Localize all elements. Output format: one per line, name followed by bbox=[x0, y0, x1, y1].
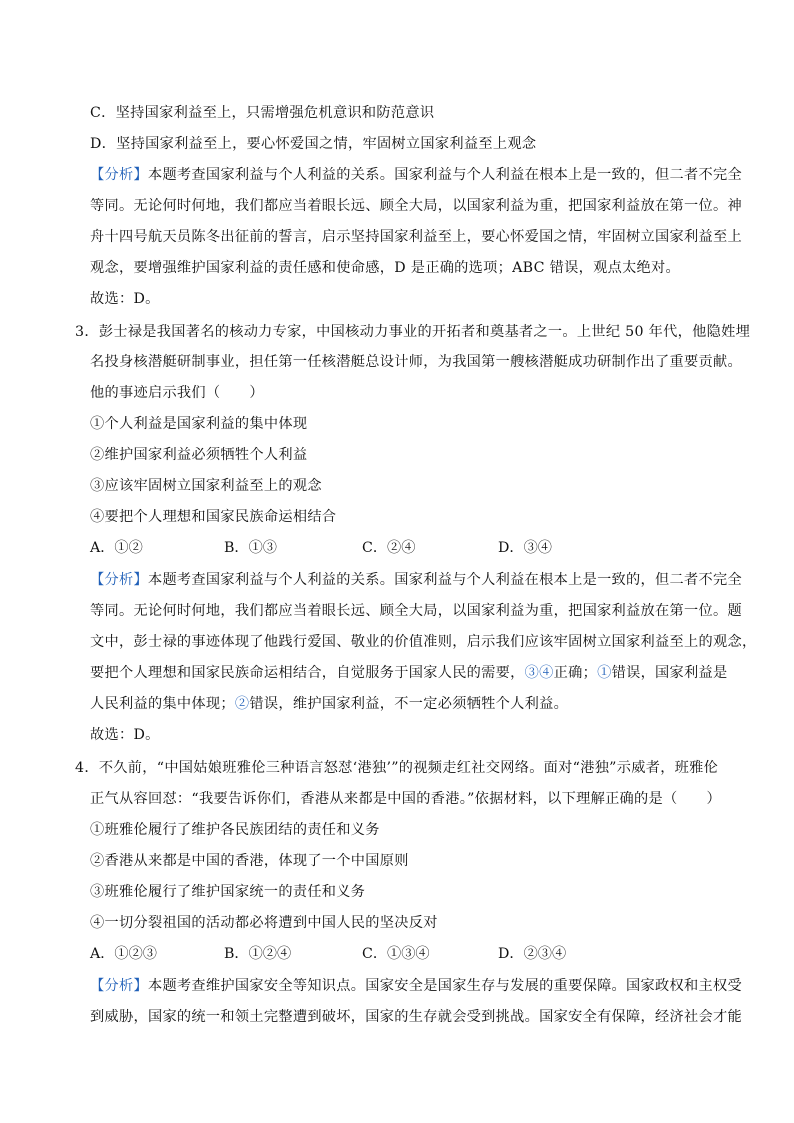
q2-option-d: D．坚持国家利益至上，要心怀爱国之情，牢固树立国家利益至上观念 bbox=[90, 136, 537, 152]
q3-choice-b: B．①③ bbox=[224, 540, 277, 556]
q3-analysis-line-1: 【分析】本题考查国家利益与个人利益的关系。国家利益与个人利益在根本上是一致的，但二者不完全 bbox=[90, 572, 742, 588]
q4-analysis-line-1: 【分析】本题考查维护国家安全等知识点。国家安全是国家生存与发展的重要保障。国家政权和主权受 bbox=[90, 978, 742, 994]
analysis-tag: 【分析】 bbox=[90, 978, 148, 994]
analysis-tag: 【分析】 bbox=[90, 572, 148, 588]
q3-analysis-line-5: 人民利益的集中体现；②错误，维护国家利益，不一定必须牺牲个人利益。 bbox=[90, 696, 569, 712]
q2-analysis-line-1: 【分析】本题考查国家利益与个人利益的关系。国家利益与个人利益在根本上是一致的，但二者不完全 bbox=[90, 167, 742, 183]
q3-analysis-line-4: 要把个人理想和国家民族命运相结合，自觉服务于国家人民的需要，③④正确；①错误，国家利益是 bbox=[90, 665, 728, 681]
q3-statement-3: ③应该牢固树立国家利益至上的观念 bbox=[90, 478, 322, 494]
q4-statement-1: ①班雅伦履行了维护各民族团结的责任和义务 bbox=[90, 822, 380, 838]
q4-choice-b: B．①②④ bbox=[224, 946, 292, 962]
q3-choice-c: C．②④ bbox=[362, 540, 416, 556]
q4-choice-d: D．②③④ bbox=[498, 946, 567, 962]
q3-answer: 故选：D。 bbox=[90, 727, 160, 743]
q3-stem-line-2: 名投身核潜艇研制事业，担任第一任核潜艇总设计师，为我国第一艘核潜艇成功研制作出了重要贡献。 bbox=[90, 354, 742, 370]
q2-answer: 故选：D。 bbox=[90, 291, 160, 307]
q4-statement-3: ③班雅伦履行了维护国家统一的责任和义务 bbox=[90, 884, 366, 900]
q3-stem-line-3: 他的事迹启示我们（ ） bbox=[90, 385, 264, 401]
q2-analysis-line-4: 观念，要增强维护国家利益的责任感和使命感，D 是正确的选项；ABC 错误，观点太绝对。 bbox=[90, 260, 681, 276]
q4-analysis-line-2: 到威胁，国家的统一和领土完整遭到破坏，国家的生存就会受到挑战。国家安全有保障，经济社会才能 bbox=[90, 1009, 742, 1025]
q4-statement-2: ②香港从来都是中国的香港，体现了一个中国原则 bbox=[90, 853, 409, 869]
q2-analysis-line-3: 舟十四号航天员陈冬出征前的誓言，启示坚持国家利益至上，要心怀爱国之情，牢固树立国家利益至上 bbox=[90, 229, 742, 245]
q3-statement-4: ④要把个人理想和国家民族命运相结合 bbox=[90, 509, 337, 525]
analysis-tag: 【分析】 bbox=[90, 167, 148, 183]
q3-statement-1: ①个人利益是国家利益的集中体现 bbox=[90, 416, 308, 432]
q3-analysis-line-3: 文中，彭士禄的事迹体现了他践行爱国、敬业的价值准则，启示我们应该牢固树立国家利益至上的观念， bbox=[90, 634, 757, 650]
wrong-mark: ② bbox=[234, 696, 250, 712]
q4-statement-4: ④一切分裂祖国的活动都必将遭到中国人民的坚决反对 bbox=[90, 915, 438, 931]
q2-option-c: C．坚持国家利益至上，只需增强危机意识和防范意识 bbox=[90, 105, 435, 121]
q3-statement-2: ②维护国家利益必须牺牲个人利益 bbox=[90, 447, 308, 463]
q3-analysis-line-2: 等同。无论何时何地，我们都应当着眼长远、顾全大局，以国家利益为重，把国家利益放在第一位。题 bbox=[90, 603, 742, 619]
correct-mark: ③④ bbox=[524, 665, 554, 681]
q4-choice-a: A．①②③ bbox=[90, 946, 157, 962]
q4-choice-c: C．①③④ bbox=[362, 946, 430, 962]
q3-choice-a: A．①② bbox=[90, 540, 143, 556]
q4-stem-line-2: 正气从容回怼：“我要告诉你们，香港从来都是中国的香港。”依据材料，以下理解正确的是（ ） bbox=[90, 791, 721, 807]
q4-stem-line-1: 4．不久前，“中国姑娘班雅伦三种语言怒怼‘港独’”的视频走红社交网络。面对“港独”示威者，班雅伦 bbox=[75, 760, 719, 776]
q2-analysis-line-2: 等同。无论何时何地，我们都应当着眼长远、顾全大局，以国家利益为重，把国家利益放在第一位。神 bbox=[90, 198, 742, 214]
q3-choice-d: D．③④ bbox=[498, 540, 552, 556]
wrong-mark: ① bbox=[597, 665, 612, 681]
q3-stem-line-1: 3．彭士禄是我国著名的核动力专家，中国核动力事业的开拓者和奠基者之一。上世纪 50 年代，他隐姓埋 bbox=[75, 324, 751, 340]
